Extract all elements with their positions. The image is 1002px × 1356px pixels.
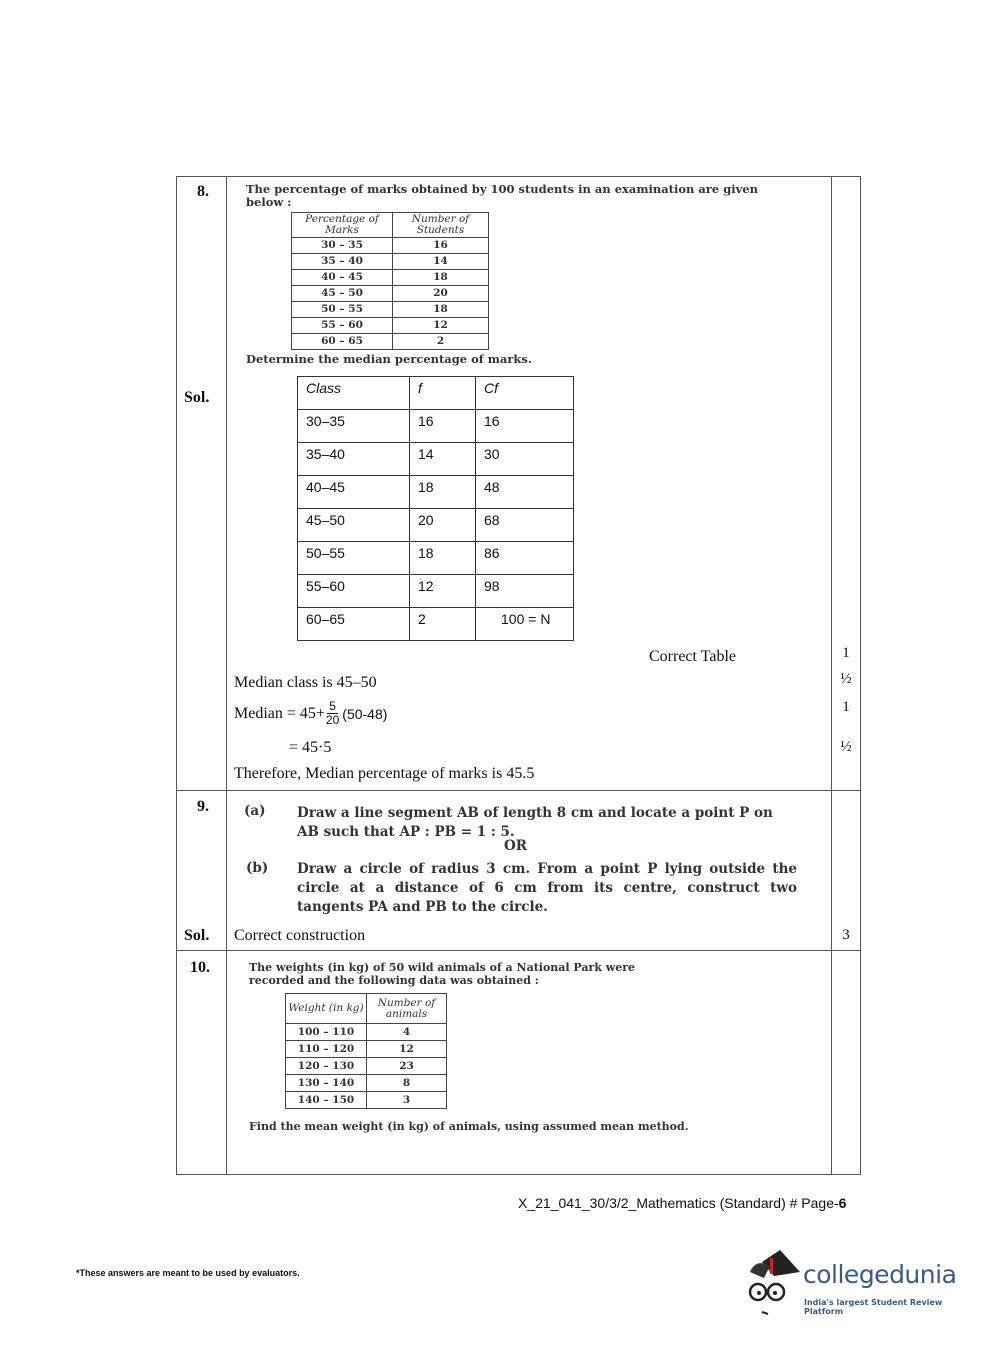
table-row <box>292 270 489 286</box>
table-cell: 30 <box>476 443 574 476</box>
table-cell: 60–65 <box>298 608 410 641</box>
row-divider <box>176 950 861 951</box>
question-table <box>291 212 489 350</box>
table-cell: 100 = N <box>476 608 574 641</box>
table-cell: 50–55 <box>298 542 410 575</box>
mark: 1 <box>842 699 850 715</box>
mark: 3 <box>842 927 850 943</box>
table-row <box>298 476 574 509</box>
text: collegedunia <box>803 1260 957 1289</box>
table-row <box>286 1092 447 1109</box>
table-cell: 18 <box>393 270 489 286</box>
table-row <box>286 1075 447 1092</box>
table-cell: 98 <box>476 575 574 608</box>
table-cell: Cf <box>476 377 574 410</box>
table-cell: 23 <box>367 1058 447 1075</box>
table-cell: 48 <box>476 476 574 509</box>
table-row <box>292 213 489 238</box>
table-cell: 40–45 <box>298 476 410 509</box>
table-row <box>292 334 489 350</box>
table-cell: 30–35 <box>298 410 410 443</box>
table-cell: 68 <box>476 509 574 542</box>
table-cell: 50 – 55 <box>292 302 393 318</box>
table-cell: 35–40 <box>298 443 410 476</box>
correct-table-note: Correct Table <box>649 648 736 665</box>
median-result: = 45·5 <box>289 739 332 756</box>
text: X_21_041_30/3/2_Mathematics (Standard) # Page- <box>518 1195 839 1211</box>
table-cell: 18 <box>410 476 476 509</box>
text: 5 <box>329 699 336 713</box>
table-row <box>292 254 489 270</box>
frame-bottom <box>176 1174 861 1175</box>
table-row <box>298 509 574 542</box>
mark: 1 <box>842 645 850 661</box>
table-cell: 16 <box>476 410 574 443</box>
table-row <box>298 410 574 443</box>
table-cell: 140 – 150 <box>286 1092 367 1109</box>
table-cell: 20 <box>410 509 476 542</box>
mark: ½ <box>840 671 852 687</box>
table-cell: 60 – 65 <box>292 334 393 350</box>
column-divider <box>226 176 227 1175</box>
table-row <box>292 286 489 302</box>
table-cell: 8 <box>367 1075 447 1092</box>
solution-label: Sol. <box>184 927 210 944</box>
mark: ½ <box>840 739 852 755</box>
table-cell: Class <box>298 377 410 410</box>
table-cell: Number of Students <box>393 213 489 238</box>
table-cell: 100 – 110 <box>286 1024 367 1041</box>
table-cell: 12 <box>410 575 476 608</box>
frame-left <box>176 176 177 1175</box>
median-formula <box>234 700 387 727</box>
question-table <box>285 993 447 1109</box>
table-cell: 55 – 60 <box>292 318 393 334</box>
disclaimer: *These answers are meant to be used by evaluators. <box>76 1268 300 1278</box>
text: (50-48) <box>342 705 388 722</box>
question-number: 8. <box>197 183 209 200</box>
question-instruction: Find the mean weight (in kg) of animals, using assumed mean method. <box>249 1120 689 1133</box>
text: India's largest Student Review Platform <box>804 1298 943 1316</box>
fraction <box>326 700 339 727</box>
table-cell: 35 – 40 <box>292 254 393 270</box>
page-reference <box>518 1195 846 1211</box>
table-row <box>298 443 574 476</box>
table-row <box>298 377 574 410</box>
frame-right <box>860 176 861 1175</box>
table-cell: Weight (in kg) <box>286 994 367 1024</box>
table-row <box>286 994 447 1024</box>
table-row <box>292 302 489 318</box>
solution-text: Correct construction <box>234 927 366 944</box>
option-label: (a) <box>244 803 266 819</box>
table-row <box>292 238 489 254</box>
table-cell: 12 <box>367 1041 447 1058</box>
table-cell: 18 <box>393 302 489 318</box>
table-cell: 2 <box>393 334 489 350</box>
solution-label: Sol. <box>184 389 210 406</box>
question-instruction: Determine the median percentage of marks. <box>246 352 532 366</box>
table-row <box>286 1058 447 1075</box>
table-row <box>298 542 574 575</box>
table-cell: 20 <box>393 286 489 302</box>
table-cell: 40 – 45 <box>292 270 393 286</box>
option-label: (b) <box>246 860 269 876</box>
table-cell: 30 – 35 <box>292 238 393 254</box>
table-row <box>298 575 574 608</box>
question-number: 9. <box>197 798 209 815</box>
text: 20 <box>325 713 340 727</box>
table-row <box>286 1024 447 1041</box>
table-cell: 2 <box>410 608 476 641</box>
table-cell: 3 <box>367 1092 447 1109</box>
question-number: 10. <box>190 959 210 976</box>
table-cell: 130 – 140 <box>286 1075 367 1092</box>
or-separator: OR <box>504 838 527 854</box>
table-cell: 86 <box>476 542 574 575</box>
table-cell: 16 <box>410 410 476 443</box>
row-divider <box>176 790 861 791</box>
table-cell: 16 <box>393 238 489 254</box>
text: 6 <box>838 1195 847 1211</box>
text: Median = 45+ <box>234 704 325 722</box>
table-row <box>292 318 489 334</box>
table-cell: 12 <box>393 318 489 334</box>
frame-top <box>176 176 861 177</box>
column-divider <box>831 176 832 1175</box>
table-cell: 14 <box>410 443 476 476</box>
question-text: The weights (in kg) of 50 wild animals of a National Park were recorded and the following data was obtained : <box>249 961 636 987</box>
table-cell: 55–60 <box>298 575 410 608</box>
table-cell: 45 – 50 <box>292 286 393 302</box>
table-cell: 45–50 <box>298 509 410 542</box>
table-cell: f <box>410 377 476 410</box>
table-row <box>298 608 574 641</box>
table-cell: 14 <box>393 254 489 270</box>
table-cell: 120 – 130 <box>286 1058 367 1075</box>
table-cell: Number of animals <box>367 994 447 1024</box>
solution-table <box>297 376 574 641</box>
table-cell: 18 <box>410 542 476 575</box>
median-class: Median class is 45–50 <box>234 674 377 691</box>
median-conclusion: Therefore, Median percentage of marks is 45.5 <box>234 765 535 782</box>
question-text: The percentage of marks obtained by 100 students in an examination are given below : <box>246 182 759 209</box>
mascot-icon <box>744 1250 802 1316</box>
table-cell: 4 <box>367 1024 447 1041</box>
collegedunia-logo <box>744 1250 974 1320</box>
option-a-text: Draw a line segment AB of length 8 cm and locate a point P on AB such that AP : PB = 1 : 5. <box>297 805 773 840</box>
table-row <box>286 1041 447 1058</box>
table-cell: Percentage of Marks <box>292 213 393 238</box>
table-cell: 110 – 120 <box>286 1041 367 1058</box>
option-b-text: Draw a circle of radius 3 cm. From a point P lying outside the circle at a distance of 6 cm from its centre, construct two tangents PA and PB to the circle. <box>297 861 797 915</box>
